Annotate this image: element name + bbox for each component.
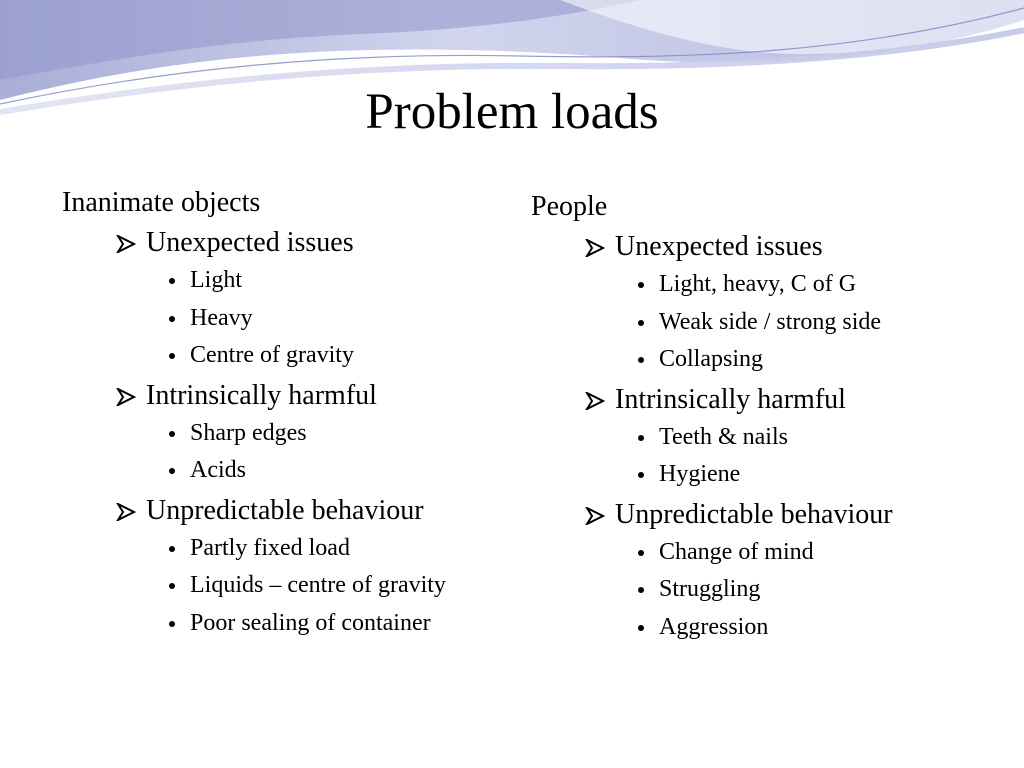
bullet-dot-icon [169, 468, 175, 474]
group-label-unexpected-issues [62, 226, 532, 266]
arrowhead-icon [585, 239, 605, 257]
group-label-unpredictable-behaviour [62, 494, 532, 534]
list-item-text: Sharp edges [190, 419, 307, 446]
group-label-intrinsically-harmful [62, 379, 532, 419]
list-item [62, 609, 532, 647]
list-item [531, 460, 1001, 498]
bullet-dot-icon [169, 431, 175, 437]
bullet-list [62, 534, 532, 647]
column-inanimate-objects [62, 186, 532, 646]
bullet-list [62, 266, 532, 379]
arrowhead-icon [116, 235, 136, 253]
group-label-unpredictable-behaviour [531, 498, 1001, 538]
bullet-dot-icon [638, 282, 644, 288]
list-item-text: Light [190, 267, 242, 293]
slide-title: Problem loads [365, 84, 659, 140]
arrowhead-icon [585, 507, 605, 525]
list-item [62, 419, 532, 457]
bullet-dot-icon [169, 621, 175, 627]
bullet-dot-icon [169, 353, 175, 359]
group-label-unexpected-issues [531, 230, 1001, 270]
arrowhead-icon [116, 503, 136, 521]
list-item [62, 304, 532, 342]
list-item [531, 270, 1001, 308]
bullet-list [62, 419, 532, 494]
bullet-dot-icon [638, 625, 644, 631]
list-item-text: Aggression [659, 613, 769, 640]
bullet-list [531, 423, 1001, 498]
list-item-text: Collapsing [659, 346, 764, 372]
group-label-text: Unpredictable behaviour [146, 494, 424, 526]
list-item [62, 534, 532, 572]
column-heading: People [531, 191, 608, 222]
list-item [62, 341, 532, 379]
list-item-text: Light, heavy, C of G [659, 271, 857, 297]
group-label-text: Intrinsically harmful [146, 379, 377, 411]
list-item-text: Hygiene [659, 461, 741, 487]
list-item-text: Teeth & nails [659, 423, 788, 450]
list-item [531, 613, 1001, 651]
bullet-dot-icon [638, 320, 644, 326]
bullet-list [531, 538, 1001, 651]
group-label-text: Unexpected issues [615, 231, 823, 262]
list-item [62, 456, 532, 494]
list-item [531, 423, 1001, 461]
list-item [531, 308, 1001, 346]
bullet-dot-icon [638, 587, 644, 593]
list-item-text: Poor sealing of container [190, 609, 431, 636]
bullet-list [531, 270, 1001, 383]
column-heading: Inanimate objects [62, 187, 261, 218]
group-label-intrinsically-harmful [531, 383, 1001, 423]
list-item-text: Centre of gravity [190, 342, 354, 368]
group-label-text: Unexpected issues [146, 227, 354, 258]
bullet-dot-icon [638, 357, 644, 363]
group-label-text: Intrinsically harmful [615, 383, 846, 415]
list-item-text: Liquids – centre of gravity [190, 572, 446, 598]
list-item-text: Change of mind [659, 538, 814, 565]
list-item [531, 538, 1001, 576]
list-item-text: Partly fixed load [190, 534, 350, 561]
group-label-text: Unpredictable behaviour [615, 498, 893, 530]
list-item-text: Struggling [659, 576, 761, 602]
bullet-dot-icon [638, 472, 644, 478]
bullet-dot-icon [169, 583, 175, 589]
list-item [531, 345, 1001, 383]
bullet-dot-icon [169, 546, 175, 552]
column-people [531, 190, 1001, 650]
list-item [531, 575, 1001, 613]
list-item-text: Weak side / strong side [659, 308, 882, 335]
list-item [62, 266, 532, 304]
bullet-dot-icon [638, 435, 644, 441]
list-item [62, 571, 532, 609]
bullet-dot-icon [169, 278, 175, 284]
arrowhead-icon [116, 388, 136, 406]
arrowhead-icon [585, 392, 605, 410]
bullet-dot-icon [638, 550, 644, 556]
list-item-text: Heavy [190, 304, 253, 331]
list-item-text: Acids [190, 457, 246, 483]
bullet-dot-icon [169, 316, 175, 322]
